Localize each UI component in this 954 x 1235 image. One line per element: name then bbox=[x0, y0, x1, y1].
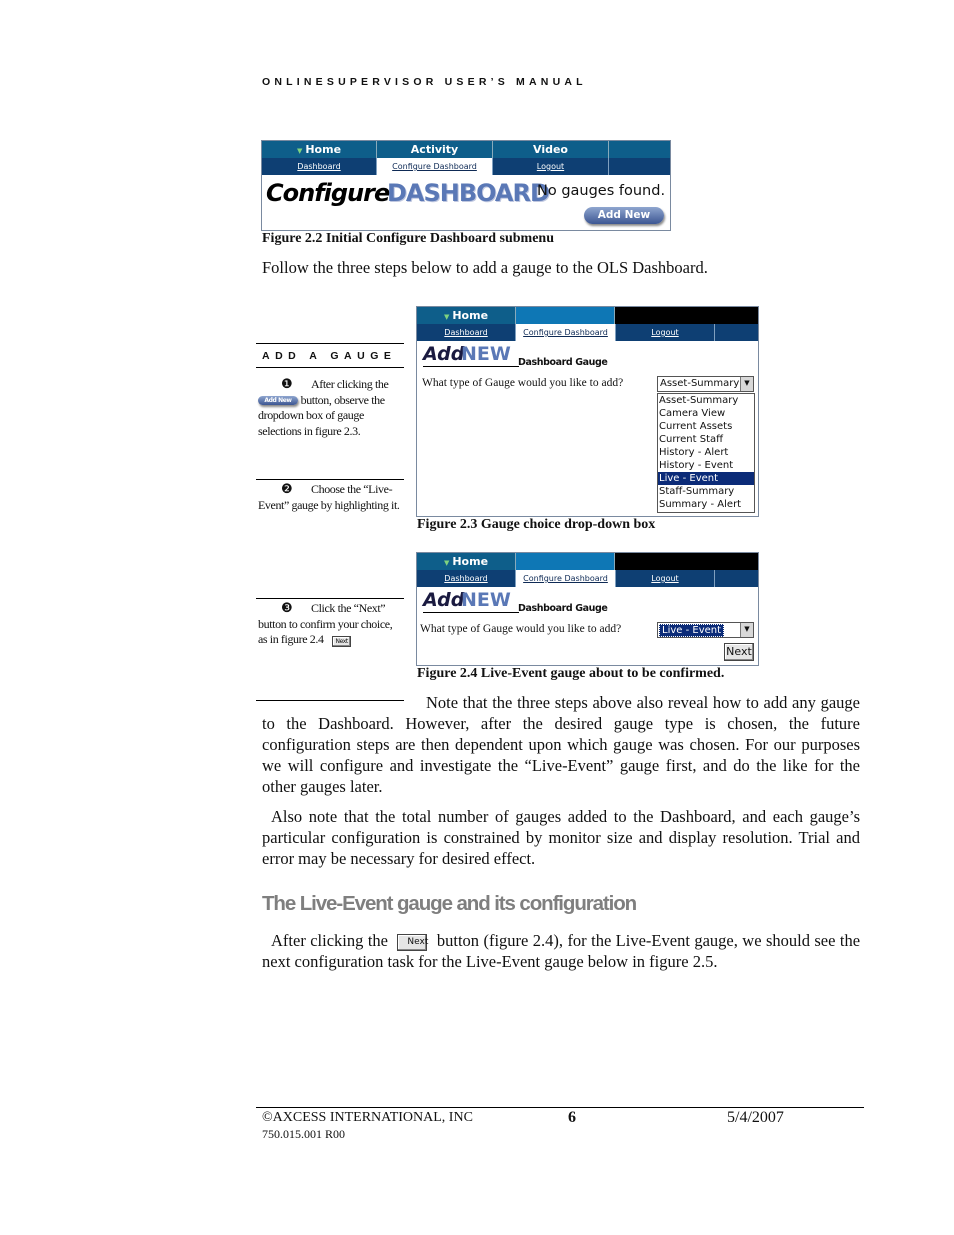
figure-2-3-screenshot bbox=[416, 306, 759, 517]
nav-home-2[interactable]: ▼ Home bbox=[417, 307, 516, 324]
subnav-configure-dashboard[interactable]: Configure Dashboard bbox=[377, 158, 493, 175]
gauge-option[interactable]: Current Staff bbox=[659, 434, 724, 445]
new-title-2: NEW bbox=[461, 589, 511, 611]
gauge-question: What type of Gauge would you like to add? bbox=[422, 377, 624, 389]
add-new-button[interactable]: Add New bbox=[584, 207, 664, 224]
paragraph-2: Also note that the total number of gauges added to the Dashboard, and each gauge’s particular configuration is constrained by monitor size and display resolution. Trial and error may be necessary for desired effect. bbox=[262, 807, 860, 868]
gauge-option[interactable]: History - Alert bbox=[659, 447, 729, 458]
add-gauge-panel-2 bbox=[417, 587, 758, 665]
sub-nav-2 bbox=[417, 324, 758, 341]
add-new-inline-button: Add New bbox=[258, 396, 298, 405]
figure-2-4-screenshot bbox=[416, 552, 759, 666]
top-nav bbox=[262, 141, 670, 158]
next-inline-button: Next bbox=[332, 636, 351, 647]
subnav-empty-3 bbox=[715, 570, 758, 587]
step-3: ❸ Click the “Next” button to confirm your choice, as in figure 2.4 Next bbox=[258, 600, 393, 646]
top-nav-2 bbox=[417, 307, 758, 324]
nav-home-3[interactable]: ▼ Home bbox=[417, 553, 516, 570]
subnav-configure-dashboard-2[interactable]: Configure Dashboard bbox=[516, 324, 616, 341]
title-underline bbox=[423, 366, 519, 367]
step-3-number: ❸ bbox=[281, 600, 293, 615]
footer-page-number: 6 bbox=[568, 1109, 576, 1126]
subnav-empty-2 bbox=[715, 324, 758, 341]
step-2: ❷ Choose the “Live-Event” gauge by highlighting it. bbox=[258, 481, 400, 512]
footer-company: ©AXCESS INTERNATIONAL, INC bbox=[262, 1110, 473, 1125]
add-title-2: Add bbox=[423, 589, 465, 611]
gauge-option[interactable]: History - Event bbox=[659, 460, 734, 471]
nav-blank-a bbox=[516, 307, 615, 324]
add-title: Add bbox=[423, 343, 465, 365]
nav-blank-d bbox=[615, 553, 758, 570]
new-title: NEW bbox=[461, 343, 511, 365]
step-1: ❶ After clicking the Add New button, observe the dropdown box of gauge selections in figure 2.3. bbox=[258, 376, 389, 438]
paragraph-3: After clicking the Next button (figure 2.4), for the Live-Event gauge, we should see the next configuration task for the Live-Event gauge below in figure 2.5. bbox=[262, 931, 861, 971]
nav-blank-c bbox=[516, 553, 615, 570]
subnav-logout-3[interactable]: Logout bbox=[616, 570, 715, 587]
configure-dashboard-banner bbox=[262, 175, 670, 229]
footer-rule bbox=[256, 1107, 864, 1108]
running-header: ONLINESUPERVISOR USER’S MANUAL bbox=[262, 76, 587, 88]
sub-nav bbox=[262, 158, 670, 175]
sidebar-rule-3 bbox=[256, 598, 404, 599]
next-inline-button-2: Next bbox=[397, 934, 427, 951]
paragraph-1: Note that the three steps above also reveal how to add any gauge to the Dashboard. However, after the desired gauge type is chosen, the future configuration steps are then dependent upon which gauge was chosen. For our purposes we will configure and investigate the “Live-Event” gauge first, and do the like for the other gauges later. bbox=[262, 693, 860, 796]
subnav-logout-2[interactable]: Logout bbox=[616, 324, 715, 341]
step-2-number: ❷ bbox=[281, 481, 293, 496]
figure-2-2-caption: Figure 2.2 Initial Configure Dashboard submenu bbox=[262, 231, 554, 246]
footer-date: 5/4/2007 bbox=[727, 1109, 784, 1126]
gauge-type-select[interactable]: Asset-Summary ▼ bbox=[657, 376, 754, 392]
top-nav-3 bbox=[417, 553, 758, 570]
triangle-down-icon: ▼ bbox=[443, 313, 450, 321]
intro-paragraph: Follow the three steps below to add a gauge to the OLS Dashboard. bbox=[262, 258, 708, 277]
subnav-configure-dashboard-3[interactable]: Configure Dashboard bbox=[516, 570, 616, 587]
add-gauge-panel bbox=[417, 341, 758, 516]
gauge-option[interactable]: Camera View bbox=[659, 408, 726, 419]
nav-empty bbox=[609, 141, 670, 158]
sub-nav-3 bbox=[417, 570, 758, 587]
nav-home[interactable]: ▼ Home bbox=[262, 141, 377, 158]
nav-blank-b bbox=[615, 307, 758, 324]
step-1-number: ❶ bbox=[281, 376, 293, 391]
configure-title: Configure bbox=[266, 179, 390, 207]
sidebar-heading: ADD A GAUGE bbox=[262, 350, 397, 362]
sidebar-top-rule bbox=[256, 343, 404, 344]
figure-2-3-caption: Figure 2.3 Gauge choice drop-down box bbox=[417, 517, 656, 532]
triangle-down-icon: ▼ bbox=[296, 147, 303, 155]
section-heading: The Live-Event gauge and its configuration bbox=[262, 892, 637, 915]
dashboard-gauge-subtitle-2: Dashboard Gauge bbox=[518, 603, 608, 614]
nav-activity[interactable]: Activity bbox=[377, 141, 493, 158]
gauge-type-select-2[interactable]: Live - Event ▼ bbox=[657, 622, 754, 638]
gauge-option[interactable]: Current Assets bbox=[659, 421, 733, 432]
title-underline-2 bbox=[423, 612, 519, 613]
figure-2-4-caption: Figure 2.4 Live-Event gauge about to be confirmed. bbox=[417, 666, 725, 681]
subnav-dashboard-3[interactable]: Dashboard bbox=[417, 570, 516, 587]
subnav-dashboard[interactable]: Dashboard bbox=[262, 158, 377, 175]
sidebar-heading-rule bbox=[256, 367, 404, 368]
sidebar-rule-2 bbox=[256, 479, 404, 480]
next-button[interactable]: Next bbox=[724, 643, 754, 661]
gauge-question-2: What type of Gauge would you like to add? bbox=[420, 623, 622, 635]
figure-2-2-screenshot bbox=[261, 140, 671, 231]
dashboard-gauge-subtitle: Dashboard Gauge bbox=[518, 357, 608, 368]
subnav-empty bbox=[609, 158, 670, 175]
footer-docnum: 750.015.001 R00 bbox=[262, 1127, 346, 1141]
gauge-option[interactable]: Live - Event bbox=[658, 472, 754, 485]
dropdown-arrow-icon[interactable]: ▼ bbox=[740, 623, 753, 637]
nav-video[interactable]: Video bbox=[493, 141, 609, 158]
dropdown-arrow-icon[interactable]: ▼ bbox=[740, 377, 753, 391]
no-gauges-message: No gauges found. bbox=[537, 183, 666, 199]
triangle-down-icon: ▼ bbox=[443, 559, 450, 567]
subnav-logout[interactable]: Logout bbox=[493, 158, 609, 175]
gauge-option[interactable]: Summary - Alert bbox=[659, 499, 742, 510]
gauge-option[interactable]: Staff-Summary bbox=[659, 486, 735, 497]
gauge-option[interactable]: Asset-Summary bbox=[659, 395, 739, 406]
dashboard-title: DASHBOARD bbox=[387, 179, 549, 207]
subnav-dashboard-2[interactable]: Dashboard bbox=[417, 324, 516, 341]
gauge-options-list[interactable] bbox=[657, 393, 755, 513]
